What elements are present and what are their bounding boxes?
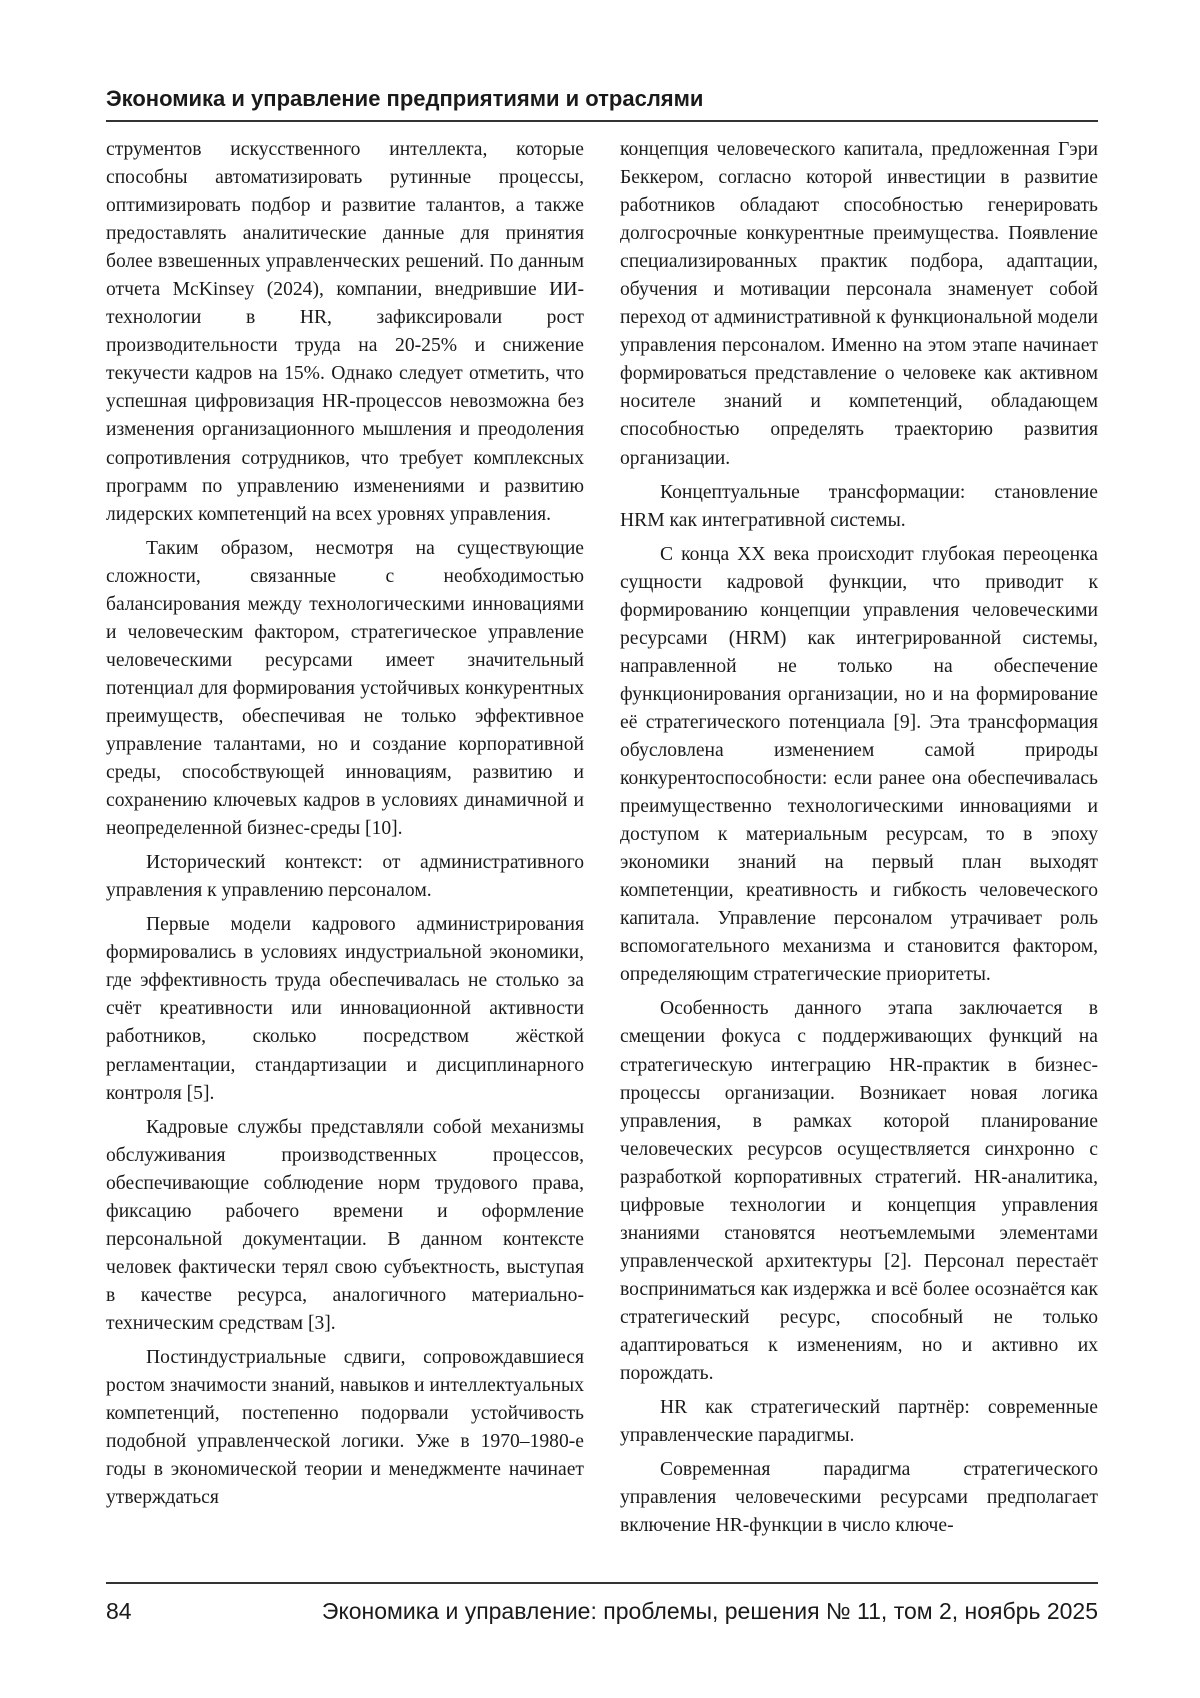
running-header: Экономика и управление предприятиями и отраслями (106, 86, 704, 111)
header-divider (106, 120, 1098, 122)
paragraph: Особенность данного этапа заключается в смещении фокуса с поддерживающих функций на стратегическую интеграцию HR-практик в бизнес-процессы организации. Возникает новая логика управления, в рамках которой планирование человеческих ресурсов осуществляется синхронно с разработкой корпоративных стратегий. HR-аналитика, цифровые технологии и концепция управления знаниями становятся неотъемлемыми элементами управленческой архитектуры [2]. Персонал перестаёт восприниматься как издержка и всё более осознаётся как стратегический ресурс, способный не только адаптироваться к изменениям, но и активно их порождать. (620, 998, 1098, 1385)
journal-citation: Экономика и управление: проблемы, решения № 11, том 2, ноябрь 2025 (321, 1598, 1098, 1624)
footer-divider (106, 1582, 1098, 1584)
left-column (106, 136, 584, 1518)
paragraph: Кадровые службы представляли собой механизмы обслуживания производственных процессов, обеспечивающие соблюдение норм трудового права, фиксацию рабочего времени и оформление персональной документации. В данном контексте человек фактически терял свою субъектность, выступая в качестве ресурса, аналогичного материально-техническим средствам [3]. (106, 1116, 584, 1334)
paragraph: Современная парадигма стратегического управления человеческими ресурсами предполагает включение HR-функции в число ключе- (620, 1459, 1098, 1537)
section-heading: Исторический контекст: от административного управления к управлению персоналом. (106, 852, 584, 902)
section-heading: Концептуальные трансформации: становление HRM как интегративной системы. (620, 481, 1098, 531)
paragraph: С конца XX века происходит глубокая переоценка сущности кадровой функции, что приводит к формированию концепции управления человеческими ресурсами (HRM) как интегрированной системы, направленной не только на обеспечение функционирования организации, но и на формирование её стратегического потенциала [9]. Эта трансформация обусловлена изменением самой природы конкурентоспособности: если ранее она обеспечивалась преимущественно технологическими инновациями и доступом к материальным ресурсам, то в эпоху экономики знаний на первый план выходят компетенции, креативность и гибкость человеческого капитала. Управление персоналом утрачивает роль вспомогательного механизма и становится фактором, определяющим стратегические приоритеты. (620, 543, 1098, 986)
page-number: 84 (106, 1598, 132, 1624)
paragraph: Первые модели кадрового администрирования формировались в условиях индустриальной экономики, где эффективность труда обеспечивалась не столько за счёт креативности или инновационной активности работников, сколько посредством жёсткой регламентации, стандартизации и дисциплинарного контроля [5]. (106, 914, 584, 1104)
paragraph: струментов искусственного интеллекта, которые способны автоматизировать рутинные процессы, оптимизировать подбор и развитие талантов, а также предоставлять аналитические данные для принятия более взвешенных управленческих решений. По данным отчета McKinsey (2024), компании, внедрившие ИИ-технологии в HR, зафиксировали рост производительности труда на 20-25% и снижение текучести кадров на 15%. Однако следует отметить, что успешная цифровизация HR-процессов невозможна без изменения организационного мышления и преодоления сопротивления сотрудников, что требует комплексных программ по управлению изменениями и развитию лидерских компетенций на всех уровнях управления. (106, 139, 584, 525)
page-footer (106, 1594, 1098, 1628)
paragraph: Постиндустриальные сдвиги, сопровождавшиеся ростом значимости знаний, навыков и интеллектуальных компетенций, постепенно подорвали устойчивость подобной управленческой логики. Уже в 1970–1980-е годы в экономической теории и менеджменте начинает утверждаться (106, 1346, 584, 1509)
section-heading: HR как стратегический партнёр: современные управленческие парадигмы. (620, 1397, 1098, 1447)
paragraph: концепция человеческого капитала, предложенная Гэри Беккером, согласно которой инвестиции в развитие работников обладают способностью генерировать долгосрочные конкурентные преимущества. Появление специализированных практик подбора, адаптации, обучения и мотивации персонала знаменует собой переход от административной к функциональной модели управления персоналом. Именно на этом этапе начинает формироваться представление о человеке как активном носителе знаний и компетенций, обладающем способностью определять траекторию развития организации. (620, 139, 1098, 469)
right-column (620, 136, 1098, 1546)
paragraph: Таким образом, несмотря на существующие сложности, связанные с необходимостью балансирования между технологическими инновациями и человеческим фактором, стратегическое управление человеческими ресурсами имеет значительный потенциал для формирования устойчивых конкурентных преимуществ, обеспечивая не только эффективное управление талантами, но и создание корпоративной среды, способствующей инновациям, развитию и сохранению ключевых кадров в условиях динамичной и неопределенной бизнес-среды [10]. (106, 537, 584, 840)
